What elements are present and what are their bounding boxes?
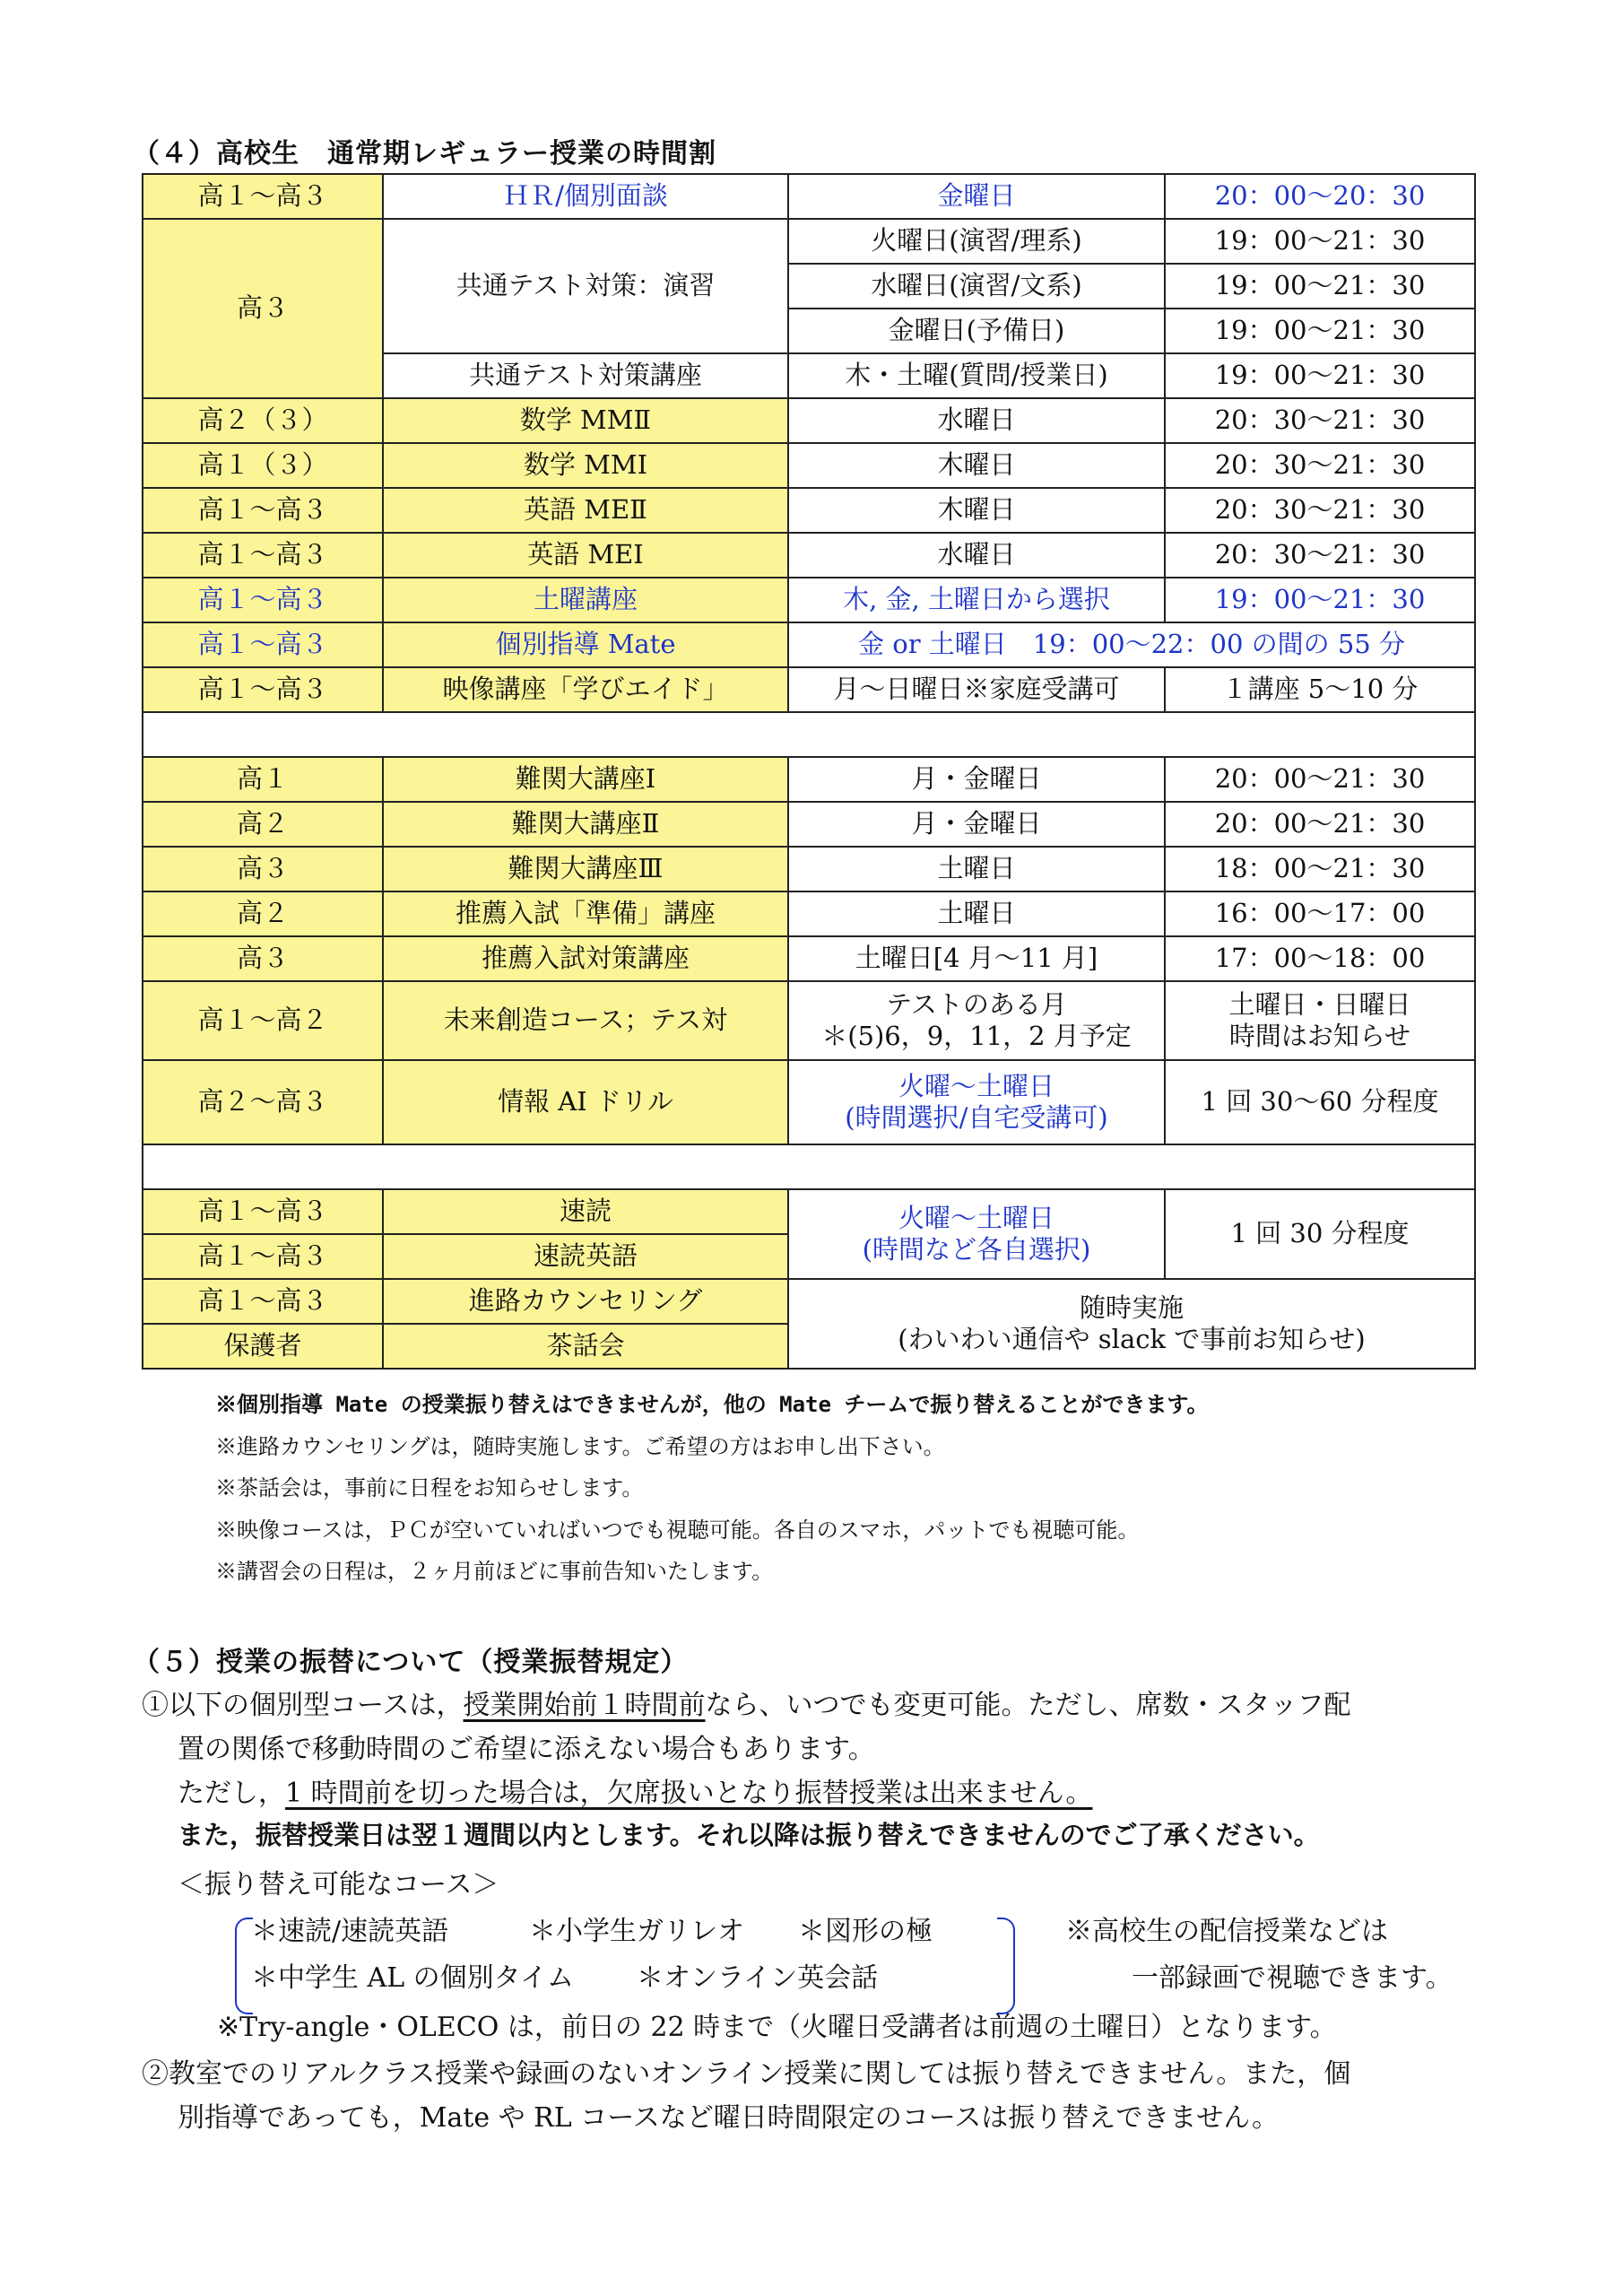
day-cell: 土曜日 [788,847,1165,891]
grade-cell: 高３ [143,847,383,891]
course-cell: 進路カウンセリング [383,1279,788,1324]
note-item: ※茶話会は，事前に日程をお知らせします。 [215,1475,644,1500]
left-bracket [235,1918,253,2014]
day-cell [788,1060,1165,1144]
grade-cell: 高１～高３ [143,1279,383,1324]
time-cell: 20：00～21：30 [1165,802,1475,847]
day-time-cell [788,1279,1475,1369]
grade-cell: 高１（３） [143,443,383,488]
grade-cell: 高１ [143,757,383,802]
side-note: 一部録画で視聴できます。 [1132,1962,1453,1994]
time-cell: 20：00～21：30 [1165,757,1475,802]
notes-list [215,1384,1208,1593]
paragraph-1: ①以下の個別型コースは，授業開始前１時間前なら、いつでも変更可能。ただし、席数・スタッフ配 [142,1690,1351,1721]
course-cell: ＨＲ/個別面談 [383,174,788,219]
table-row [143,174,1475,219]
table-row [143,578,1475,622]
day-time-cell: 金 or 土曜日 19：00～22：00 の間の 55 分 [788,622,1475,667]
grade-cell: 高２ [143,802,383,847]
table-row [143,488,1475,533]
course-cell: 難関大講座Ⅲ [383,847,788,891]
paragraph-3: ただし，1 時間前を切った場合は，欠席扱いとなり振替授業は出来ません。 [178,1778,1093,1809]
course-cell: 速読英語 [383,1234,788,1279]
time-cell: 16：00～17：00 [1165,891,1475,936]
day-line: (わいわい通信や slack で事前お知らせ) [898,1324,1366,1354]
day-cell: 金曜日 [788,174,1165,219]
paragraph-8: 別指導であっても，Mate や RL コースなど曜日時間限定のコースは振り替えできません。 [178,2102,1280,2134]
time-cell: 19：00～21：30 [1165,578,1475,622]
grade-cell: 高１～高３ [143,174,383,219]
course-item: ＊速読/速読英語 [251,1916,449,1947]
day-cell: 木・土曜(質問/授業日) [788,353,1165,398]
table-row [143,622,1475,667]
course-cell: 英語 MEⅡ [383,488,788,533]
course-cell: 共通テスト対策：演習 [383,219,788,353]
time-cell [1165,981,1475,1060]
spacer-row [143,712,1475,757]
right-bracket [997,1918,1015,2014]
course-cell: 速読 [383,1189,788,1234]
course-cell: 数学 MMⅠ [383,443,788,488]
grade-cell: 高１～高２ [143,981,383,1060]
course-list-heading: ＜振り替え可能なコース＞ [178,1869,499,1900]
table-row [143,936,1475,981]
day-cell: 水曜日(演習/文系) [788,264,1165,309]
course-cell: 共通テスト対策講座 [383,353,788,398]
table-row [143,1189,1475,1234]
course-cell: 推薦入試対策講座 [383,936,788,981]
time-cell: 18：00～21：30 [1165,847,1475,891]
day-cell [788,1189,1165,1279]
table-row [143,1060,1475,1144]
table-row [143,891,1475,936]
course-cell: 数学 MMⅡ [383,398,788,443]
table-row [143,757,1475,802]
side-note: ※高校生の配信授業などは [1065,1916,1388,1947]
time-cell: 1 回 30～60 分程度 [1165,1060,1475,1144]
day-line: テストのある月 [886,988,1067,1020]
course-cell: 難関大講座Ⅱ [383,802,788,847]
day-cell: 木曜日 [788,488,1165,533]
time-cell: 20：30～21：30 [1165,398,1475,443]
time-cell: 20：30～21：30 [1165,443,1475,488]
grade-cell: 高３ [143,936,383,981]
course-cell: 映像講座「学びエイド」 [383,667,788,712]
grade-cell: 高１～高３ [143,667,383,712]
course-cell: 情報 AI ドリル [383,1060,788,1144]
section5-heading: （５）授業の振替について（授業振替規定） [133,1647,689,1678]
underlined-text: 授業開始前１時間前 [463,1690,706,1721]
course-cell: 英語 MEⅠ [383,533,788,578]
course-cell: 茶話会 [383,1324,788,1369]
note-item: ※進路カウンセリングは，随時実施します。ご希望の方はお申し出下さい。 [215,1433,945,1459]
table-row [143,981,1475,1060]
day-cell: 月・金曜日 [788,802,1165,847]
time-cell: 1 回 30 分程度 [1165,1189,1475,1279]
grade-cell: 高１～高３ [143,488,383,533]
table-row [143,847,1475,891]
grade-cell: 高３ [143,219,383,398]
day-line: 随時実施 [1079,1292,1184,1323]
time-cell: 19：00～21：30 [1165,309,1475,353]
day-line: (時間選択/自宅受講可) [845,1102,1108,1133]
grade-cell: 高２（３） [143,398,383,443]
time-line: 時間はお知らせ [1228,1021,1411,1051]
note-item: ※個別指導 Mate の授業振り替えはできませんが，他の Mate チームで振り替えることができます。 [215,1392,1209,1417]
time-cell: 20：30～21：30 [1165,533,1475,578]
grade-cell: 高２～高３ [143,1060,383,1144]
day-cell: 土曜日[4 月～11 月] [788,936,1165,981]
grade-cell: 保護者 [143,1324,383,1369]
day-cell: 木, 金, 土曜日から選択 [788,578,1165,622]
table-row [143,443,1475,488]
time-cell: 20：30～21：30 [1165,488,1475,533]
course-item: ＊中学生 AL の個別タイム [251,1962,575,1994]
day-line: 火曜～土曜日 [898,1070,1055,1101]
paragraph-7: ②教室でのリアルクラス授業や録画のないオンライン授業に関しては振り替えできません。また，個 [142,2058,1351,2090]
spacer-row [143,1144,1475,1189]
table-row [143,802,1475,847]
table-row [143,398,1475,443]
time-cell: １講座 5～10 分 [1165,667,1475,712]
time-cell: 20：00～20：30 [1165,174,1475,219]
day-cell [788,981,1165,1060]
course-cell: 未来創造コース；テス対 [383,981,788,1060]
paragraph-2: 置の関係で移動時間のご希望に添えない場合もあります。 [178,1734,875,1765]
day-cell: 金曜日(予備日) [788,309,1165,353]
time-cell: 19：00～21：30 [1165,219,1475,264]
table-row [143,1279,1475,1324]
time-cell: 19：00～21：30 [1165,353,1475,398]
day-cell: 月～日曜日※家庭受講可 [788,667,1165,712]
day-cell: 土曜日 [788,891,1165,936]
course-cell: 土曜講座 [383,578,788,622]
underlined-text: 1 時間前を切った場合は，欠席扱いとなり振替授業は出来ません。 [285,1778,1093,1809]
day-cell: 火曜日(演習/理系) [788,219,1165,264]
bold-paragraph: また，振替授業日は翌１週間以内とします。それ以降は振り替えできませんのでご了承ください。 [178,1820,1320,1850]
time-cell: 17：00～18：00 [1165,936,1475,981]
grade-cell: 高１～高３ [143,578,383,622]
day-cell: 月・金曜日 [788,757,1165,802]
time-cell: 19：00～21：30 [1165,264,1475,309]
paragraph-6: ※Try-angle・OLECO は，前日の 22 時まで（火曜日受講者は前週の土曜日）となります。 [217,2012,1337,2043]
grade-cell: 高１～高３ [143,622,383,667]
course-item: ＊オンライン英会話 [637,1962,879,1994]
table-row [143,667,1475,712]
time-line: 土曜日・日曜日 [1228,988,1411,1020]
course-item: ＊図形の極 [798,1916,933,1947]
grade-cell: 高２ [143,891,383,936]
grade-cell: 高１～高３ [143,533,383,578]
grade-cell: 高１～高３ [143,1234,383,1279]
day-cell: 木曜日 [788,443,1165,488]
grade-cell: 高１～高３ [143,1189,383,1234]
course-cell: 難関大講座Ⅰ [383,757,788,802]
section4-heading: （４）高校生 通常期レギュラー授業の時間割 [133,138,716,170]
course-item: ＊小学生ガリレオ [529,1916,744,1947]
day-cell: 水曜日 [788,533,1165,578]
course-cell: 推薦入試「準備」講座 [383,891,788,936]
table-row [143,533,1475,578]
note-item: ※講習会の日程は，２ヶ月前ほどに事前告知いたします。 [215,1559,774,1584]
day-line: 火曜～土曜日 [898,1202,1055,1233]
note-item: ※映像コースは，ＰＣが空いていればいつでも視聴可能。各自のスマホ，パットでも視聴可能。 [215,1517,1140,1543]
day-cell: 水曜日 [788,398,1165,443]
course-cell: 個別指導 Mate [383,622,788,667]
day-line: (時間など各自選択) [862,1234,1091,1265]
timetable [142,173,1476,1370]
day-line: ＊(5)6，9，11，2 月予定 [821,1021,1132,1051]
table-row [143,219,1475,264]
